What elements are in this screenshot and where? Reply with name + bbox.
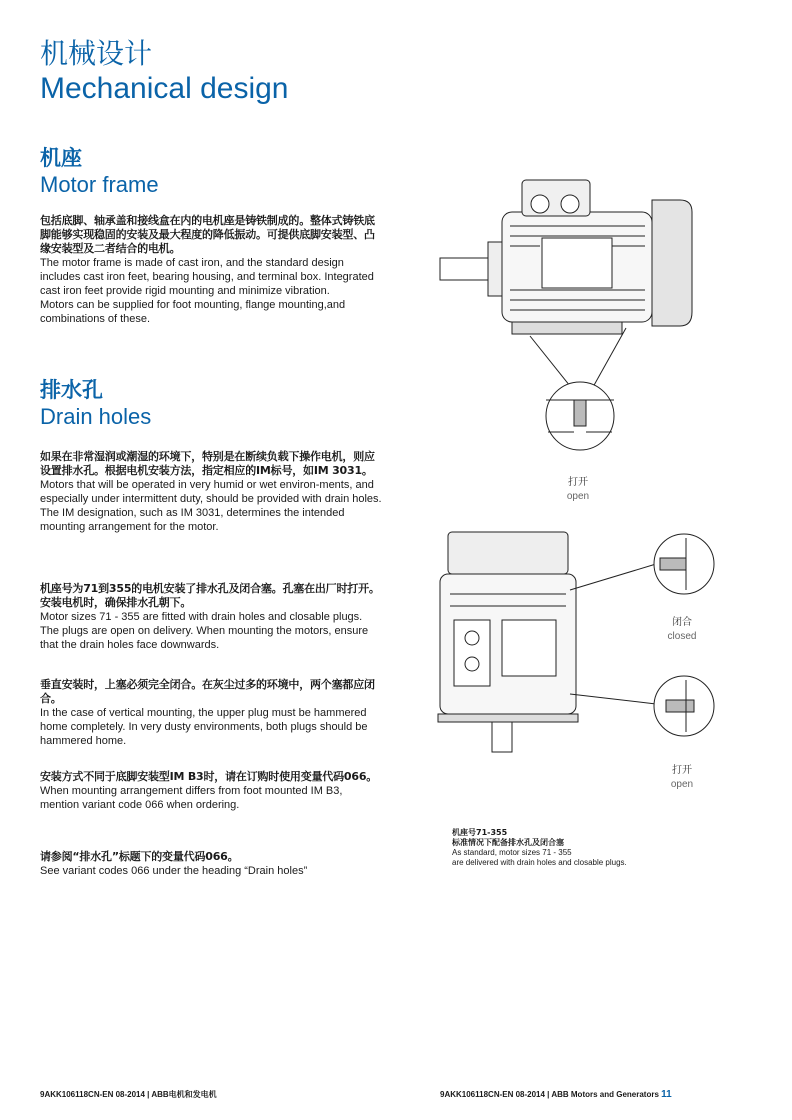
drain-holes-para-3-en: In the case of vertical mounting, the upper plug must be hammered home completely. In very dusty environments, both plugs should be hammered home.: [40, 707, 368, 747]
drain-holes-para-1: [40, 450, 382, 534]
caption-open-1: [548, 476, 608, 504]
page-number: 11: [661, 1089, 672, 1100]
motor-frame-heading-cn: 机座: [40, 146, 82, 170]
caption-open-1-en: open: [566, 491, 590, 502]
drain-holes-para-3: [40, 678, 382, 748]
caption-open-2: [652, 764, 712, 792]
drain-holes-para-4-cn: 安装方式不同于底脚安装型IM B3时，请在订购时使用变量代码066。: [40, 770, 378, 783]
motor-frame-body-en-2: Motors can be supplied for foot mounting, flange mounting,and combinations of these.: [40, 299, 346, 325]
drain-holes-para-2: [40, 582, 382, 652]
caption-closed: [652, 616, 712, 644]
drain-holes-para-3-cn: 垂直安装时，上塞必须完全闭合。在灰尘过多的环境中，两个塞都应闭合。: [40, 678, 375, 705]
figure-caption-cn-2: 标准情况下配备排水孔及闭合塞: [452, 838, 564, 847]
motor-frame-body-cn: 包括底脚、轴承盖和接线盒在内的电机座是铸铁制成的。整体式铸铁底脚能够实现稳固的安装及最大程度的降低振动。可提供底脚安装型、凸缘安装型及二者结合的电机。: [40, 214, 375, 255]
figure-caption-cn-1: 机座号71-355: [452, 828, 508, 837]
figure-caption: [452, 828, 692, 868]
drain-holes-heading-cn: 排水孔: [40, 378, 103, 402]
drain-holes-para-1-en: Motors that will be operated in very humid or wet environ-ments, and especially under intermittent duty, should be provided with drain holes. The IM designation, such as IM 3031, determines the intended mounting arrangement for the motor.: [40, 479, 382, 533]
drain-holes-para-5-en: See variant codes 066 under the heading “Drain holes”: [40, 865, 308, 877]
caption-open-2-en: open: [670, 779, 694, 790]
drain-holes-para-4-en: When mounting arrangement differs from foot mounted IM B3, mention variant code 066 when ordering.: [40, 785, 343, 811]
motor-frame-body: [40, 214, 382, 326]
drain-holes-para-1-cn: 如果在非常湿润或潮湿的环境下，特别是在断续负载下操作电机，则应设置排水孔。根据电机安装方法，指定相应的IM标号，如IM 3031。: [40, 450, 375, 477]
drain-holes-para-2-cn: 机座号为71到355的电机安装了排水孔及闭合塞。孔塞在出厂时打开。安装电机时，确保排水孔朝下。: [40, 582, 380, 609]
drain-holes-heading-en: Drain holes: [40, 404, 152, 429]
drain-holes-para-5-cn: 请参阅“排水孔”标题下的变量代码066。: [40, 850, 239, 863]
motor-frame-heading-en: Motor frame: [40, 172, 159, 197]
drain-holes-para-4: [40, 770, 382, 812]
drain-holes-para-5: [40, 850, 382, 878]
caption-open-1-cn: 打开: [568, 477, 588, 488]
caption-closed-cn: 闭合: [672, 617, 692, 628]
caption-closed-en: closed: [667, 631, 697, 642]
footer-right: [440, 1090, 672, 1100]
page-title-en: Mechanical design: [40, 72, 289, 105]
figure-caption-en-2: are delivered with drain holes and closable plugs.: [452, 858, 627, 867]
motor-side-view-figure: [430, 170, 720, 460]
footer-right-text: 9AKK106118CN-EN 08-2014 | ABB Motors and Generators: [440, 1090, 659, 1099]
footer-left: 9AKK106118CN-EN 08-2014 | ABB电机和发电机: [40, 1090, 217, 1099]
caption-open-2-cn: 打开: [672, 765, 692, 776]
drain-holes-para-2-en: Motor sizes 71 - 355 are fitted with drain holes and closable plugs. The plugs are open on delivery. When mounting the motors, ensure that the drain holes face downwards.: [40, 611, 369, 651]
motor-frame-body-en-1: The motor frame is made of cast iron, and the standard design includes cast iron feet, bearing housing, and terminal box. Integrated cast iron feet provide rigid mounting and minimize vibration.: [40, 257, 374, 297]
figure-caption-en-1: As standard, motor sizes 71 - 355: [452, 848, 572, 857]
page-title-cn: 机械设计: [40, 37, 153, 70]
